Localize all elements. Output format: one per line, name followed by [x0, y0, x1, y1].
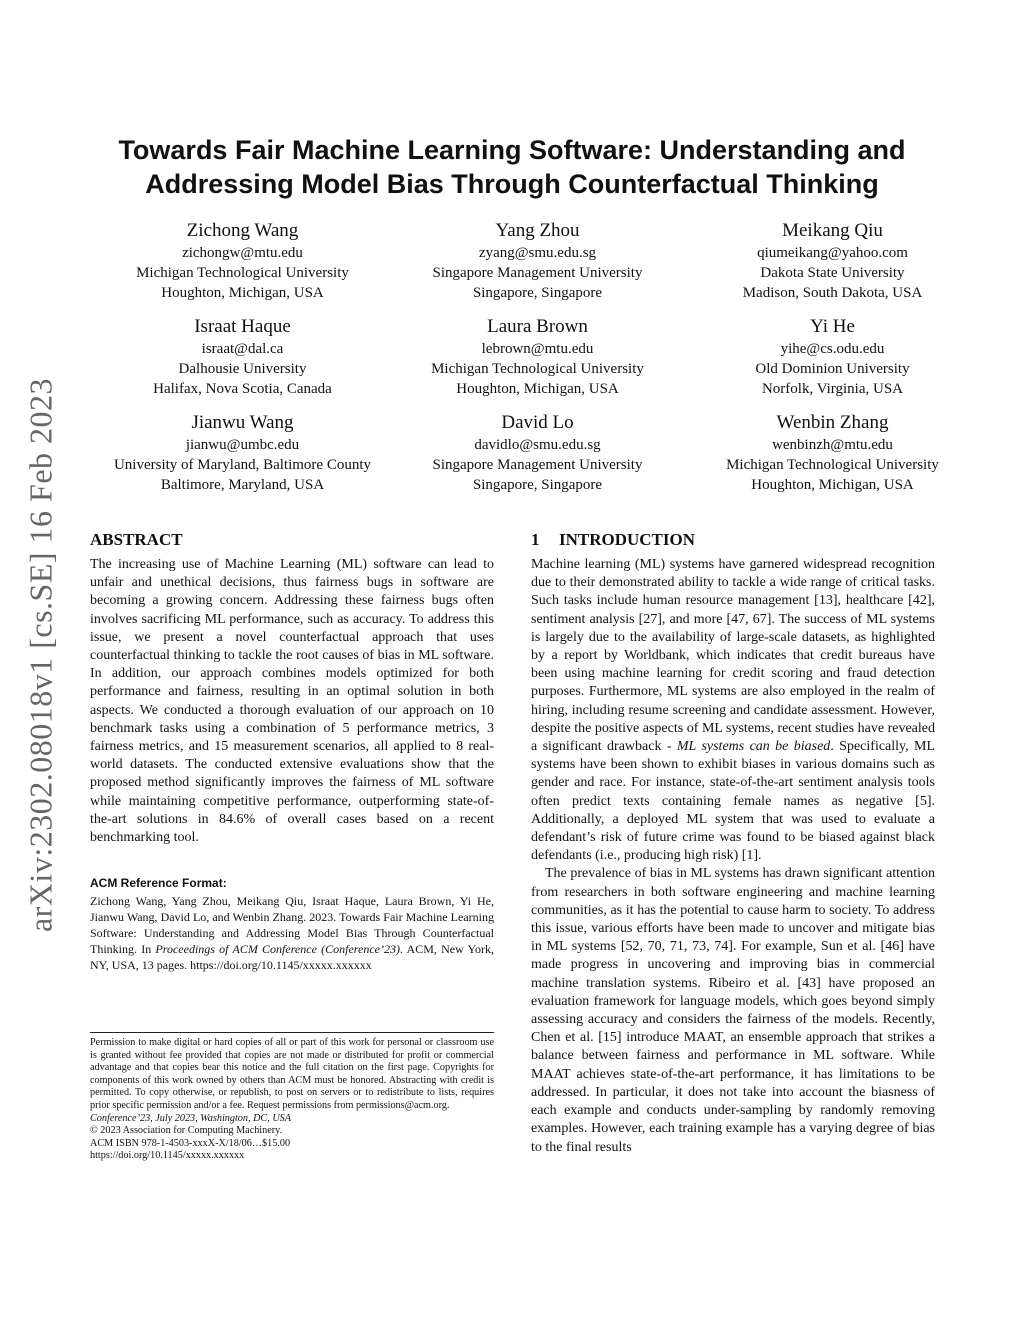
intro-p1-emphasis: ML systems can be biased: [676, 739, 831, 755]
permission-text: Permission to make digital or hard copies of all or part of this work for personal or classroom use is granted without fee provided that copies are not made or distributed for profit or commercial advantage and that copies bear this notice and the full citation on the first page. Copyrights for components of this work owned by others than ACM must be honored. Abstracting with credit is permitted. To copy otherwise, or republish, to post on servers or to redistribute to lists, requires prior specific permission and/or a fee. Request permissions from permissions@acm.org.: [90, 1037, 494, 1111]
author-name: Zichong Wang: [186, 220, 299, 241]
title-line-1: Towards Fair Machine Learning Software: Understanding and: [118, 135, 906, 165]
section-title: INTRODUCTION: [559, 530, 696, 549]
author-email: qiumeikang@yahoo.com: [757, 245, 908, 261]
author-location: Houghton, Michigan, USA: [456, 381, 619, 397]
author-affiliation: Singapore Management University: [432, 457, 643, 473]
author-affiliation: University of Maryland, Baltimore County: [113, 457, 372, 473]
author-email: lebrown@mtu.edu: [481, 341, 594, 357]
author-card: [390, 315, 685, 399]
author-name: Yi He: [810, 316, 855, 337]
author-location: Halifax, Nova Scotia, Canada: [153, 381, 332, 397]
author-card: [95, 315, 390, 399]
introduction-section: [531, 530, 935, 1157]
author-card: [390, 411, 685, 495]
author-affiliation: Old Dominion University: [755, 361, 910, 377]
abstract-section: [90, 530, 494, 847]
author-location: Baltimore, Maryland, USA: [160, 477, 325, 493]
author-affiliation: Michigan Technological University: [136, 265, 349, 281]
author-location: Singapore, Singapore: [472, 477, 603, 493]
abstract-heading: ABSTRACT: [90, 530, 183, 549]
intro-p1-after: . Specifically, ML systems have been shown to exhibit biases in various domains such as gender and race. For instance, state-of-the-art sentiment analysis tools often predict texts containing female names as negative [5]. Additionally, a deployed ML system that was used to evaluate a defendant’s risk of future crime was found to be biased against black defendants (i.e., producing high risk) [1].: [531, 739, 936, 864]
author-name: Meikang Qiu: [782, 220, 883, 241]
author-card: [95, 411, 390, 495]
intro-p1-before: Machine learning (ML) systems have garnered widespread recognition due to their demonstrated ability to tackle a wide range of critical tasks. Such tasks include human resource management [13], healthcare [42], sentiment analysis [27], and more [47, 67]. The success of ML systems is largely due to the availability of large-scale datasets, as highlighted by a report by Worldbank, which indicates that credit bureaus have been using machine learning for credit scoring and fraud detection purposes. Furthermore, ML systems are also employed in the realm of hiring, including resume screening and candidate assessment. However, despite the positive aspects of ML systems, recent studies have revealed a significant drawback -: [531, 557, 935, 755]
author-location: Norfolk, Virginia, USA: [761, 381, 904, 397]
author-email: zichongw@mtu.edu: [182, 245, 303, 261]
author-affiliation: Michigan Technological University: [726, 457, 939, 473]
author-email: jianwu@umbc.edu: [185, 437, 300, 453]
introduction-paragraph-1: [531, 556, 935, 865]
introduction-heading: [531, 530, 935, 550]
acm-reference-venue: Proceedings of ACM Conference (Conference’23): [155, 942, 400, 956]
acm-reference-text-before: Zichong Wang, Yang Zhou, Meikang Qiu, Israat Haque, Laura Brown, Yi He, Jianwu Wang, David Lo, and Wenbin Zhang. 2023. Towards Fair Machine Learning Software: Understanding and Addressing Model Bias Through Counterfactual Thinking. In: [90, 894, 494, 956]
author-name: Yang Zhou: [495, 220, 580, 241]
acm-reference-format: [90, 875, 494, 973]
author-name: David Lo: [501, 412, 574, 433]
author-card: [95, 219, 390, 303]
author-affiliation: Dakota State University: [760, 265, 905, 281]
arxiv-sidebar: [18, 360, 64, 950]
introduction-paragraph-2: The prevalence of bias in ML systems has drawn significant attention from researchers in both software engineering and machine learning communities, as it has the potential to cause harm to society. To address this issue, various efforts have been made to uncover and mitigate bias in ML systems [52, 70, 71, 73, 74]. For example, Sun et al. [46] have made progress in uncovering and improving bias in commercial machine translation systems. Ribeiro et al. [43] have proposed an evaluation framework for language models, which goes beyond simply assessing accuracy and considers the fairness of the models. Recently, Chen et al. [15] introduce MAAT, an ensemble approach that strikes a balance between fairness and performance in ML software. While MAAT achieves state-of-the-art performance, it has limitations to be addressed. In particular, it does not take into account the biasness of each example and conducts under-sampling by randomly removing examples. However, each training example has a varying degree of bias to the final results: [531, 866, 935, 1155]
author-affiliation: Michigan Technological University: [431, 361, 644, 377]
author-affiliation: Dalhousie University: [178, 361, 307, 377]
isbn-line: ACM ISBN 978-1-4503-xxxX-X/18/06…$15.00: [90, 1137, 291, 1149]
author-card: [685, 219, 980, 303]
author-location: Madison, South Dakota, USA: [742, 285, 923, 301]
permission-footnote: [90, 1032, 494, 1163]
acm-reference-text: [90, 893, 494, 973]
paper-title: [90, 133, 934, 201]
author-affiliation: Singapore Management University: [432, 265, 643, 281]
author-name: Israat Haque: [194, 316, 291, 337]
author-location: Houghton, Michigan, USA: [751, 477, 914, 493]
author-location: Singapore, Singapore: [472, 285, 603, 301]
author-card: [685, 411, 980, 495]
author-email: wenbinzh@mtu.edu: [772, 437, 893, 453]
abstract-text: The increasing use of Machine Learning (ML) software can lead to unfair and unethical decisions, thus fairness bugs in software are becoming a growing concern. Addressing these fairness bugs often involves sacrificing ML performance, such as accuracy. To address this issue, we present a novel counterfactual approach that uses counterfactual thinking to tackle the root causes of bias in ML software. In addition, our approach combines models optimized for both performance and fairness, resulting in an optimal solution in both aspects. We conducted a thorough evaluation of our approach on 10 benchmark tasks using a combination of 5 performance metrics, 3 fairness metrics, and 15 measurement scenarios, all applied to 8 real-world datasets. The conducted extensive evaluations show that the proposed method significantly improves the fairness of ML software while maintaining competitive performance, outperforming state-of-the-art solutions in 84.6% of overall cases based on a recent benchmarking tool.: [90, 557, 494, 846]
author-card: [390, 219, 685, 303]
author-email: israat@dal.ca: [201, 341, 284, 357]
author-location: Houghton, Michigan, USA: [161, 285, 324, 301]
author-email: zyang@smu.edu.sg: [478, 245, 597, 261]
author-name: Jianwu Wang: [191, 412, 294, 433]
conference-text: Conference’23, July 2023, Washington, DC, USA: [90, 1112, 291, 1124]
conference-line: [90, 1113, 494, 1126]
copyright-line: © 2023 Association for Computing Machinery.: [90, 1125, 283, 1137]
title-line-2: Addressing Model Bias Through Counterfactual Thinking: [145, 169, 879, 199]
author-card: [685, 315, 980, 399]
acm-reference-text-after: . ACM, New York, NY, USA, 13 pages. https://doi.org/10.1145/xxxxx.xxxxxx: [90, 942, 494, 972]
author-block: [95, 219, 980, 495]
arxiv-id: arXiv:2302.08018v1 [cs.SE] 16 Feb 2023: [22, 377, 59, 933]
author-email: davidlo@smu.edu.sg: [474, 437, 601, 453]
acm-reference-heading: ACM Reference Format:: [90, 876, 227, 890]
section-number: 1: [531, 530, 540, 549]
author-name: Laura Brown: [487, 316, 588, 337]
doi-line: https://doi.org/10.1145/xxxxx.xxxxxx: [90, 1150, 245, 1162]
author-name: Wenbin Zhang: [776, 412, 889, 433]
author-email: yihe@cs.odu.edu: [780, 341, 885, 357]
